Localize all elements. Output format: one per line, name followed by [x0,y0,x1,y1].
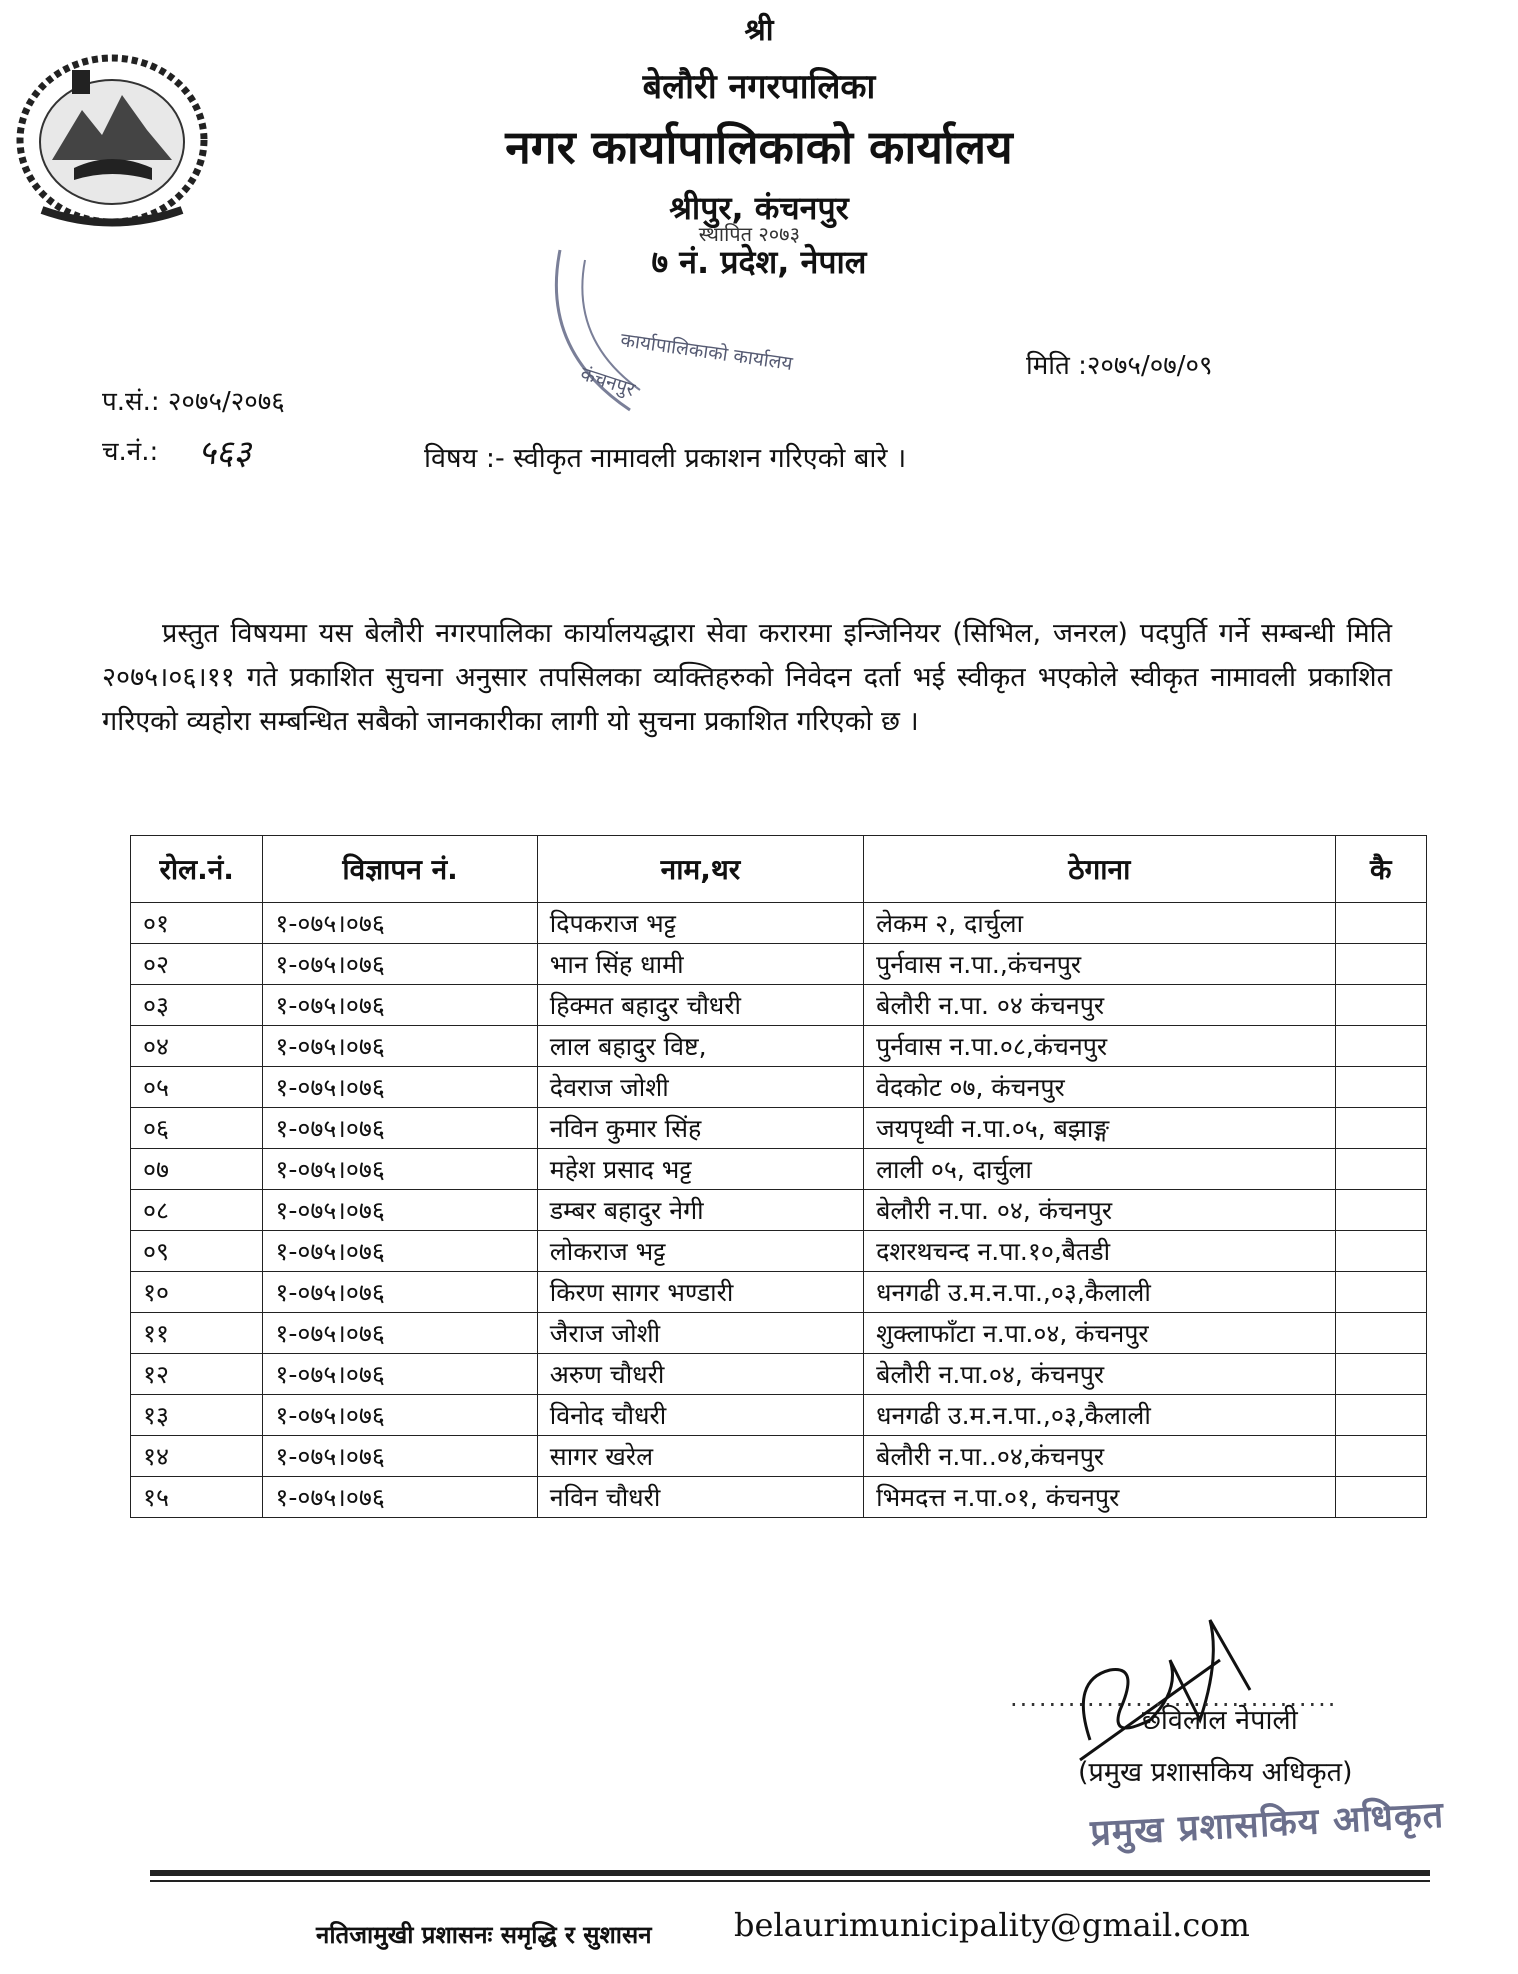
stamp-ring-icon [540,230,790,420]
cell-roll: १५ [131,1477,263,1518]
stamp-line-1: कार्यापालिकाको कार्यालय [619,329,794,375]
cell-address: भिमदत्त न.पा.०१, कंचनपुर [864,1477,1335,1518]
cell-address: शुक्लाफाँटा न.पा.०४, कंचनपुर [864,1313,1335,1354]
table-row [131,1436,1427,1477]
cell-name: विनोद चौधरी [537,1395,863,1436]
cell-name: नविन कुमार सिंह [537,1108,863,1149]
cell-address: जयपृथ्वी न.पा.०५, बझाङ्ग [864,1108,1335,1149]
cell-roll: १३ [131,1395,263,1436]
stamp-established: स्थापित २०७३ [698,222,800,246]
cell-ad-no: १-०७५।०७६ [263,1108,537,1149]
office-address: श्रीपुर, कंचनपुर [669,189,849,227]
cell-address: बेलौरी न.पा. ०४ कंचनपुर [864,985,1335,1026]
table-row [131,985,1427,1026]
footer-slogan: नतिजामुखी प्रशासनः समृद्धि र सुशासन [316,1921,652,1949]
col-header-remarks: कै [1335,836,1426,903]
cell-remarks [1335,1436,1426,1477]
letter-subject: विषय :- स्वीकृत नामावली प्रकाशन गरिएको बारे । [424,443,907,474]
cell-roll: ०९ [131,1231,263,1272]
cell-roll: ०८ [131,1190,263,1231]
cell-ad-no: १-०७५।०७६ [263,1272,537,1313]
cell-roll: १४ [131,1436,263,1477]
cell-remarks [1335,1067,1426,1108]
cell-name: लोकराज भट्ट [537,1231,863,1272]
signatory-title: (प्रमुख प्रशासकिय अधिकृत) [1078,1757,1353,1788]
cell-ad-no: १-०७५।०७६ [263,1436,537,1477]
table-row [131,944,1427,985]
table-row [131,1231,1427,1272]
col-header-roll: रोल.नं. [131,836,263,903]
footer-rule-thin [150,1880,1430,1882]
cell-ad-no: १-०७५।०७६ [263,1149,537,1190]
table-row [131,1190,1427,1231]
cell-remarks [1335,985,1426,1026]
cell-remarks [1335,1272,1426,1313]
table-body [131,903,1427,1518]
cell-name: डम्बर बहादुर नेगी [537,1190,863,1231]
cell-roll: ११ [131,1313,263,1354]
cell-roll: ०४ [131,1026,263,1067]
office-province: ७ नं. प्रदेश, नेपाल [651,243,867,281]
dispatch-number-label: च.नं.: [102,437,159,467]
cell-roll: १२ [131,1354,263,1395]
table-row [131,1067,1427,1108]
cell-roll: ०५ [131,1067,263,1108]
cell-ad-no: १-०७५।०७६ [263,1231,537,1272]
stamp-line-2: कंचनपुर [577,362,638,402]
cell-name: जैराज जोशी [537,1313,863,1354]
cell-name: भान सिंह धामी [537,944,863,985]
cell-roll: ०३ [131,985,263,1026]
cell-name: दिपकराज भट्ट [537,903,863,944]
municipality-name: बेलौरी नगरपालिका [642,67,876,107]
cell-remarks [1335,944,1426,985]
cell-roll: ०७ [131,1149,263,1190]
table-row [131,1026,1427,1067]
cell-address: लाली ०५, दार्चुला [864,1149,1335,1190]
office-name: नगर कार्यापालिकाको कार्यालय [505,120,1013,174]
cell-roll: ०६ [131,1108,263,1149]
cell-address: बेलौरी न.पा..०४,कंचनपुर [864,1436,1335,1477]
table-row [131,1108,1427,1149]
cell-remarks [1335,1190,1426,1231]
cell-name: सागर खरेल [537,1436,863,1477]
cell-remarks [1335,1313,1426,1354]
cell-name: लाल बहादुर विष्ट, [537,1026,863,1067]
cell-ad-no: १-०७५।०७६ [263,1313,537,1354]
cell-remarks [1335,1149,1426,1190]
cell-address: धनगढी उ.म.न.पा.,०३,कैलाली [864,1395,1335,1436]
cell-address: वेदकोट ०७, कंचनपुर [864,1067,1335,1108]
signatory-name: छविलाल नेपाली [1142,1705,1298,1736]
cell-remarks [1335,1354,1426,1395]
cell-remarks [1335,1108,1426,1149]
table-row [131,1149,1427,1190]
header-shree: श्री [744,13,774,48]
office-stamp [540,220,800,420]
cell-name: किरण सागर भण्डारी [537,1272,863,1313]
cell-remarks [1335,1231,1426,1272]
cell-name: हिक्मत बहादुर चौधरी [537,985,863,1026]
cell-name: अरुण चौधरी [537,1354,863,1395]
col-header-address: ठेगाना [864,836,1335,903]
cell-remarks [1335,1395,1426,1436]
cell-ad-no: १-०७५।०७६ [263,1067,537,1108]
cell-name: देवराज जोशी [537,1067,863,1108]
table-row [131,1395,1427,1436]
cell-address: बेलौरी न.पा. ०४, कंचनपुर [864,1190,1335,1231]
letter-body: प्रस्तुत विषयमा यस बेलौरी नगरपालिका कार्यालयद्धारा सेवा करारमा इन्जिनियर (सिभिल, जनरल) पदपुर्ति गर्ने सम्बन्धी मिति २०७५।०६।११ गते प्रकाशित सुचना अनुसार तपसिलका व्यक्तिहरुको निवेदन दर्ता भई स्वीकृत भएकोले स्वीकृत नामावली प्रकाशित गरिएको व्यहोरा सम्बन्धित सबैको जानकारीका लागी यो सुचना प्रकाशित गरिएको छ । [102,618,1392,737]
table-row [131,1272,1427,1313]
cell-roll: १० [131,1272,263,1313]
cell-roll: ०१ [131,903,263,944]
candidate-table [130,835,1427,1518]
cell-ad-no: १-०७५।०७६ [263,903,537,944]
footer-rule-thick [150,1870,1430,1876]
cell-remarks [1335,1026,1426,1067]
cell-name: नविन चौधरी [537,1477,863,1518]
cell-remarks [1335,903,1426,944]
table-header-row [131,836,1427,903]
table-row [131,1313,1427,1354]
cell-address: लेकम २, दार्चुला [864,903,1335,944]
cell-name: महेश प्रसाद भट्ट [537,1149,863,1190]
cell-ad-no: १-०७५।०७६ [263,944,537,985]
cell-address: धनगढी उ.म.न.पा.,०३,कैलाली [864,1272,1335,1313]
cell-address: बेलौरी न.पा.०४, कंचनपुर [864,1354,1335,1395]
cell-ad-no: १-०७५।०७६ [263,1190,537,1231]
cell-ad-no: १-०७५।०७६ [263,985,537,1026]
cell-remarks [1335,1477,1426,1518]
reference-number: प.सं.: २०७५/२०७६ [102,387,285,417]
cell-ad-no: १-०७५।०७६ [263,1354,537,1395]
designation-stamp: प्रमुख प्रशासकिय अधिकृत [1089,1794,1446,1855]
cell-ad-no: १-०७५।०७६ [263,1477,537,1518]
cell-address: पुर्नवास न.पा.०८,कंचनपुर [864,1026,1335,1067]
cell-ad-no: १-०७५।०७६ [263,1395,537,1436]
table-row [131,903,1427,944]
table-row [131,1354,1427,1395]
cell-address: दशरथचन्द न.पा.१०,बैतडी [864,1231,1335,1272]
table-row [131,1477,1427,1518]
signature-line: .................................. [1010,1684,1338,1712]
cell-ad-no: १-०७५।०७६ [263,1026,537,1067]
cell-address: पुर्नवास न.पा.,कंचनपुर [864,944,1335,985]
dispatch-number-value: ५६३ [198,433,252,473]
letter-date: मिति :२०७५/०७/०९ [1026,351,1213,381]
col-header-name: नाम,थर [537,836,863,903]
col-header-ad-no: विज्ञापन नं. [263,836,537,903]
cell-roll: ०२ [131,944,263,985]
footer-email: belaurimunicipality@gmail.com [734,1906,1250,1944]
